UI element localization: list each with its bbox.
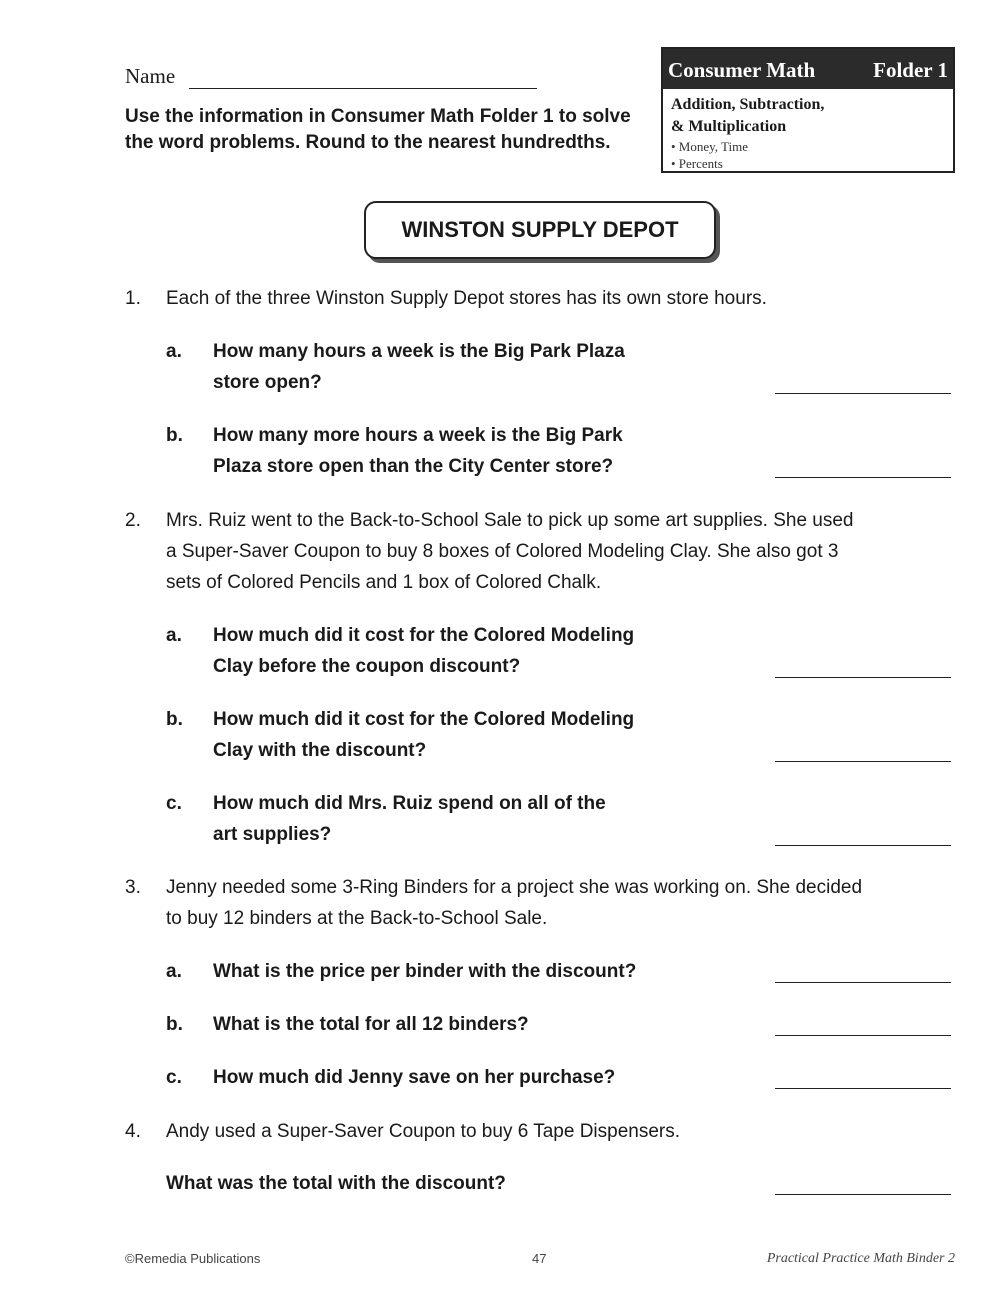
question-3a-text: What is the price per binder with the discount? — [213, 961, 637, 982]
question-3b-letter: b. — [166, 1014, 183, 1035]
answer-line-2a[interactable] — [775, 677, 951, 678]
question-4-text: Andy used a Super-Saver Coupon to buy 6 Tape Dispensers. — [166, 1121, 681, 1142]
question-3-text — [166, 872, 956, 934]
folder-topic-1: Addition, Subtraction, — [671, 96, 825, 113]
question-1b-line-1: How many more hours a week is the Big Park — [213, 425, 623, 446]
question-1a-line-2: store open? — [213, 372, 322, 393]
question-3a-letter: a. — [166, 961, 182, 982]
question-1a-letter: a. — [166, 341, 182, 362]
question-3c-letter: c. — [166, 1067, 182, 1088]
question-3-line-1: Jenny needed some 3-Ring Binders for a project she was working on. She decided — [166, 877, 863, 898]
page-title: WINSTON SUPPLY DEPOT — [364, 201, 716, 259]
answer-line-3b[interactable] — [775, 1035, 951, 1036]
answer-line-4[interactable] — [775, 1194, 951, 1195]
question-1-text: Each of the three Winston Supply Depot stores has its own store hours. — [166, 288, 767, 309]
question-1b-line-2: Plaza store open than the City Center store? — [213, 456, 614, 477]
question-2c-line-1: How much did Mrs. Ruiz spend on all of the — [213, 793, 606, 814]
question-2b-line-2: Clay with the discount? — [213, 740, 427, 761]
folder-header — [663, 49, 953, 89]
question-2a-line-2: Clay before the coupon discount? — [213, 656, 521, 677]
question-4-number: 4. — [125, 1121, 141, 1142]
question-2b-letter: b. — [166, 709, 183, 730]
question-2b-text — [213, 704, 753, 766]
answer-line-3c[interactable] — [775, 1088, 951, 1089]
folder-subject: Consumer Math — [668, 58, 816, 82]
question-3b-text: What is the total for all 12 binders? — [213, 1014, 529, 1035]
question-2-text — [166, 505, 956, 598]
question-2a-letter: a. — [166, 625, 182, 646]
question-2-line-3: sets of Colored Pencils and 1 box of Colored Chalk. — [166, 572, 602, 593]
question-2-line-2: a Super-Saver Coupon to buy 8 boxes of Colored Modeling Clay. She also got 3 — [166, 541, 839, 562]
footer-book-title: Practical Practice Math Binder 2 — [766, 1251, 955, 1266]
question-3c-text: How much did Jenny save on her purchase? — [213, 1067, 616, 1088]
instructions: Use the information in Consumer Math Folder 1 to solve the word problems. Round to the nearest hundredths. — [125, 106, 631, 153]
folder-bullet-1: • Money, Time — [671, 139, 749, 154]
answer-line-1a[interactable] — [775, 393, 951, 394]
question-1b-text — [213, 420, 753, 482]
question-2a-text — [213, 620, 753, 682]
folder-topic-2: & Multiplication — [671, 118, 787, 135]
answer-line-1b[interactable] — [775, 477, 951, 478]
folder-box — [661, 47, 955, 173]
name-label: Name — [125, 64, 176, 88]
question-1a-text — [213, 336, 753, 398]
answer-line-2c[interactable] — [775, 845, 951, 846]
name-field[interactable] — [189, 88, 537, 89]
question-2c-letter: c. — [166, 793, 182, 814]
question-1a-line-1: How many hours a week is the Big Park Plaza — [213, 341, 625, 362]
question-2-number: 2. — [125, 510, 141, 531]
question-2c-text — [213, 788, 753, 850]
question-4-prompt: What was the total with the discount? — [166, 1173, 506, 1194]
question-1b-letter: b. — [166, 425, 183, 446]
folder-bullet-2: • Percents — [671, 156, 723, 171]
question-2b-line-1: How much did it cost for the Colored Modeling — [213, 709, 635, 730]
question-2a-line-1: How much did it cost for the Colored Modeling — [213, 625, 635, 646]
folder-body — [671, 94, 824, 172]
question-1-number: 1. — [125, 288, 141, 309]
footer-page-number: 47 — [532, 1251, 547, 1266]
question-3-line-2: to buy 12 binders at the Back-to-School Sale. — [166, 908, 548, 929]
answer-line-2b[interactable] — [775, 761, 951, 762]
question-3-number: 3. — [125, 877, 141, 898]
question-2-line-1: Mrs. Ruiz went to the Back-to-School Sale to pick up some art supplies. She used — [166, 510, 854, 531]
folder-number: Folder 1 — [873, 58, 948, 82]
answer-line-3a[interactable] — [775, 982, 951, 983]
footer-publisher: ©Remedia Publications — [125, 1251, 261, 1266]
question-2c-line-2: art supplies? — [213, 824, 332, 845]
